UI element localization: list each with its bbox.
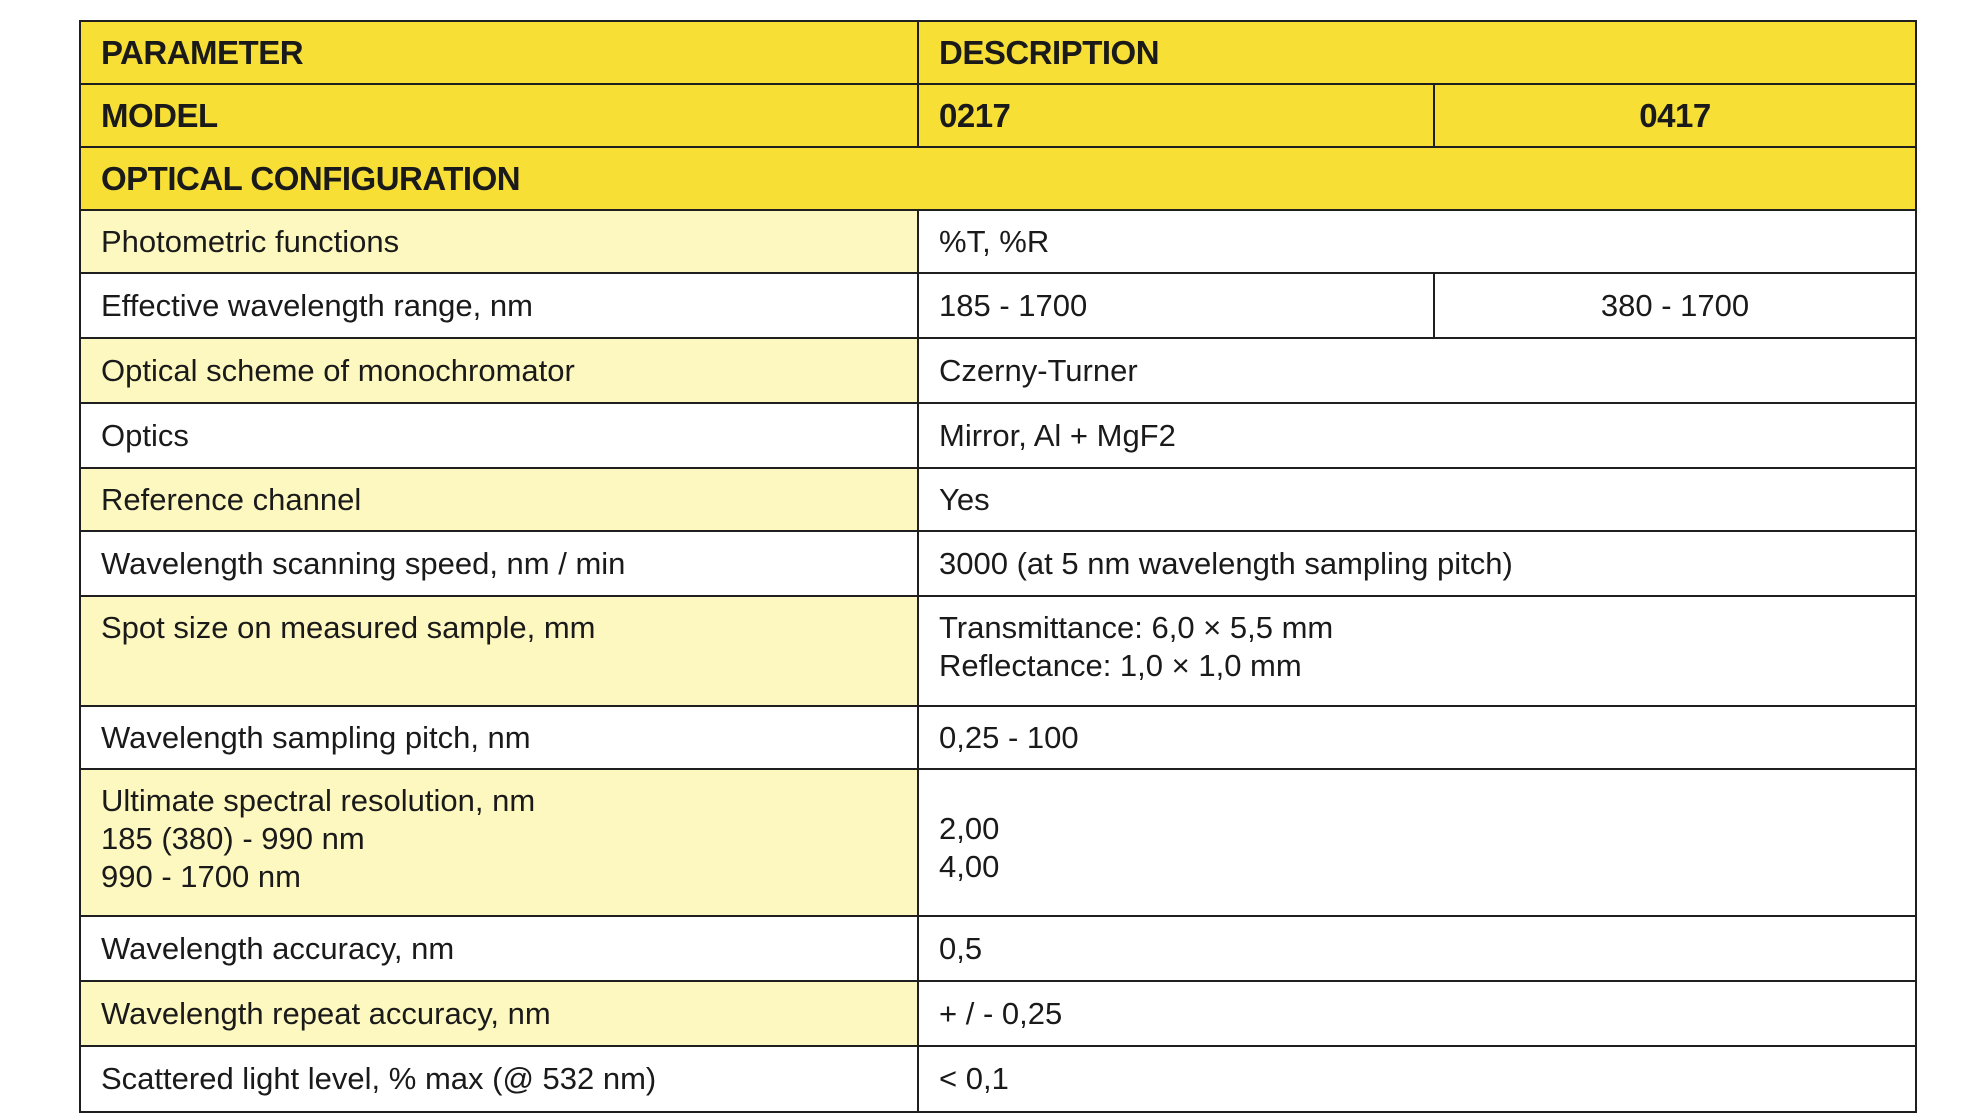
value-cell: 0,25 - 100 (918, 706, 1916, 769)
table-row (80, 531, 1916, 596)
param-cell: Effective wavelength range, nm (80, 273, 918, 338)
table-row (80, 596, 1916, 706)
header-parameter: PARAMETER (80, 21, 918, 84)
table-row (80, 210, 1916, 273)
table-row (80, 981, 1916, 1046)
param-line: 990 - 1700 nm (101, 859, 301, 894)
value-cell: Yes (918, 468, 1916, 531)
header-row (80, 21, 1916, 84)
value-cell (918, 769, 1916, 916)
value-cell: Mirror, Al + MgF2 (918, 403, 1916, 468)
param-cell: Spot size on measured sample, mm (80, 596, 918, 706)
table-row (80, 338, 1916, 403)
table-row (80, 468, 1916, 531)
table-row (80, 273, 1916, 338)
value-line: Transmittance: 6,0 × 5,5 mm (939, 610, 1334, 645)
value-cell: Czerny-Turner (918, 338, 1916, 403)
param-cell: Optical scheme of monochromator (80, 338, 918, 403)
value-cell: + / - 0,25 (918, 981, 1916, 1046)
section-title: OPTICAL CONFIGURATION (80, 147, 1916, 210)
value-line: 4,00 (939, 849, 1000, 884)
param-cell: Scattered light level, % max (@ 532 nm) (80, 1046, 918, 1112)
model-0417: 0417 (1434, 84, 1916, 147)
table-row (80, 916, 1916, 981)
param-line: Ultimate spectral resolution, nm (101, 783, 536, 818)
param-cell: Optics (80, 403, 918, 468)
value-line: Reflectance: 1,0 × 1,0 mm (939, 648, 1302, 683)
section-row (80, 147, 1916, 210)
param-cell: Wavelength sampling pitch, nm (80, 706, 918, 769)
value-cell: 3000 (at 5 nm wavelength sampling pitch) (918, 531, 1916, 596)
header-description: DESCRIPTION (918, 21, 1916, 84)
table-row (80, 1046, 1916, 1112)
model-label: MODEL (80, 84, 918, 147)
value-cell (918, 596, 1916, 706)
table-row (80, 706, 1916, 769)
value-cell: < 0,1 (918, 1046, 1916, 1112)
table-row (80, 403, 1916, 468)
model-row (80, 84, 1916, 147)
value-cell-0217: 185 - 1700 (918, 273, 1434, 338)
value-cell: %T, %R (918, 210, 1916, 273)
param-cell: Reference channel (80, 468, 918, 531)
table-row (80, 769, 1916, 916)
param-cell (80, 769, 918, 916)
value-cell-0417: 380 - 1700 (1434, 273, 1916, 338)
value-line: 2,00 (939, 811, 1000, 846)
param-cell: Wavelength repeat accuracy, nm (80, 981, 918, 1046)
param-cell: Wavelength scanning speed, nm / min (80, 531, 918, 596)
param-cell: Photometric functions (80, 210, 918, 273)
model-0217: 0217 (918, 84, 1434, 147)
value-cell: 0,5 (918, 916, 1916, 981)
param-line: 185 (380) - 990 nm (101, 821, 365, 856)
param-cell: Wavelength accuracy, nm (80, 916, 918, 981)
spec-table (79, 20, 1917, 1113)
